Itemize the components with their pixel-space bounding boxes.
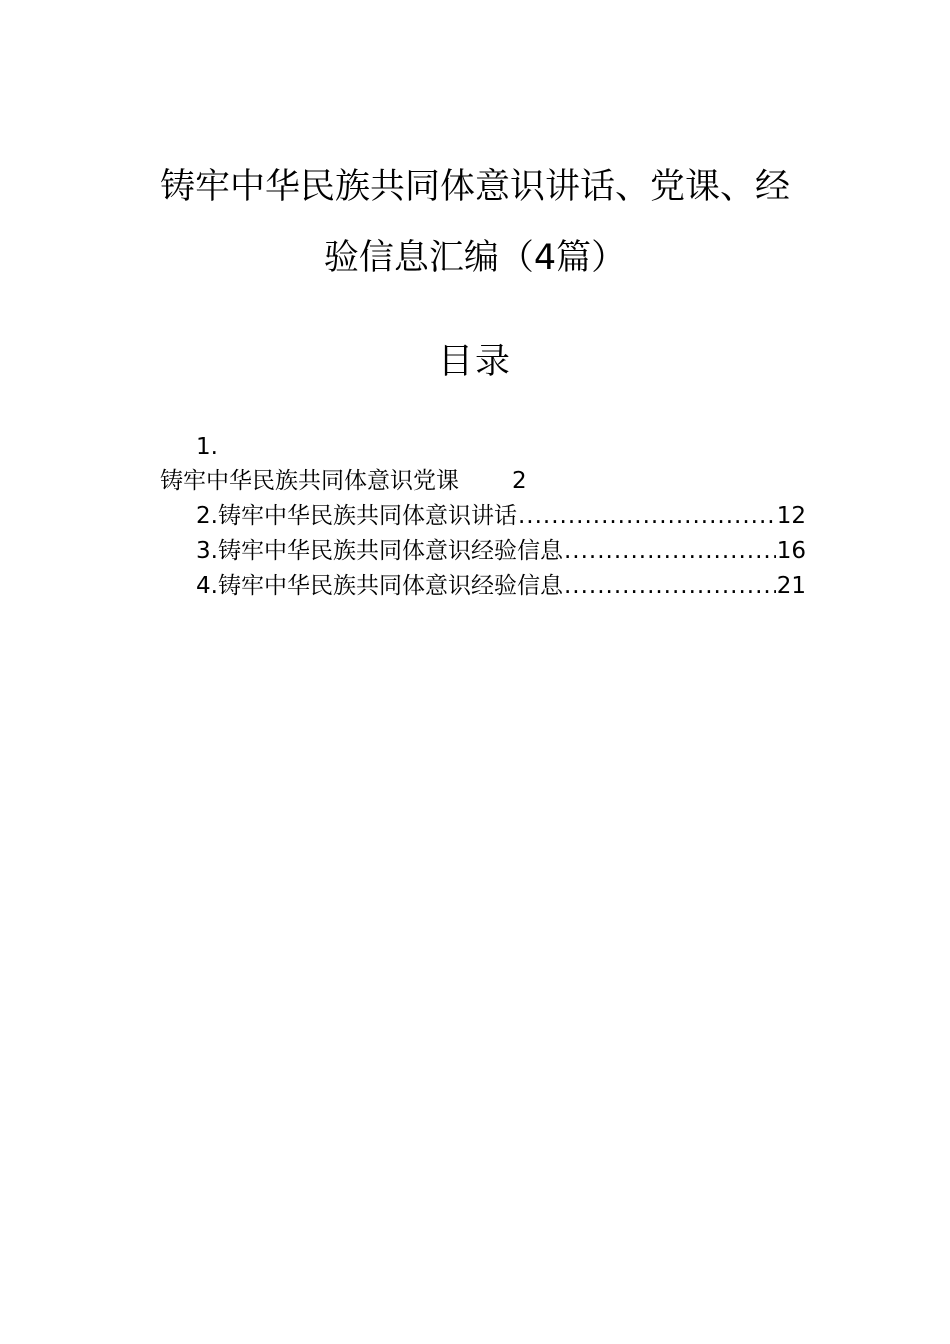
toc-item-2[interactable]: [196, 501, 806, 531]
toc-item-4-page: 21: [776, 573, 806, 599]
toc-item-3-label: 3.铸牢中华民族共同体意识经验信息: [196, 538, 563, 564]
toc-item-4-label: 4.铸牢中华民族共同体意识经验信息: [196, 573, 563, 599]
toc-item-2-leader: [518, 501, 776, 531]
toc-item-4-leader: [564, 571, 776, 601]
toc-item-3[interactable]: [196, 536, 806, 566]
toc-item-4[interactable]: [196, 571, 806, 601]
toc-item-1-number[interactable]: 1.: [196, 434, 218, 460]
document-title-line-2: 验信息汇编（4篇）: [323, 238, 627, 278]
toc-item-2-label: 2.铸牢中华民族共同体意识讲话: [196, 503, 517, 529]
toc-item-1-page[interactable]: 2: [512, 468, 527, 494]
toc-item-1-title[interactable]: 铸牢中华民族共同体意识党课: [160, 468, 459, 494]
toc-item-2-page: 12: [776, 503, 806, 529]
toc-heading: 目录: [437, 342, 512, 382]
toc-item-3-leader: [564, 536, 776, 566]
toc-item-3-page: 16: [776, 538, 806, 564]
document-title-line-1: 铸牢中华民族共同体意识讲话、党课、经: [159, 167, 790, 207]
